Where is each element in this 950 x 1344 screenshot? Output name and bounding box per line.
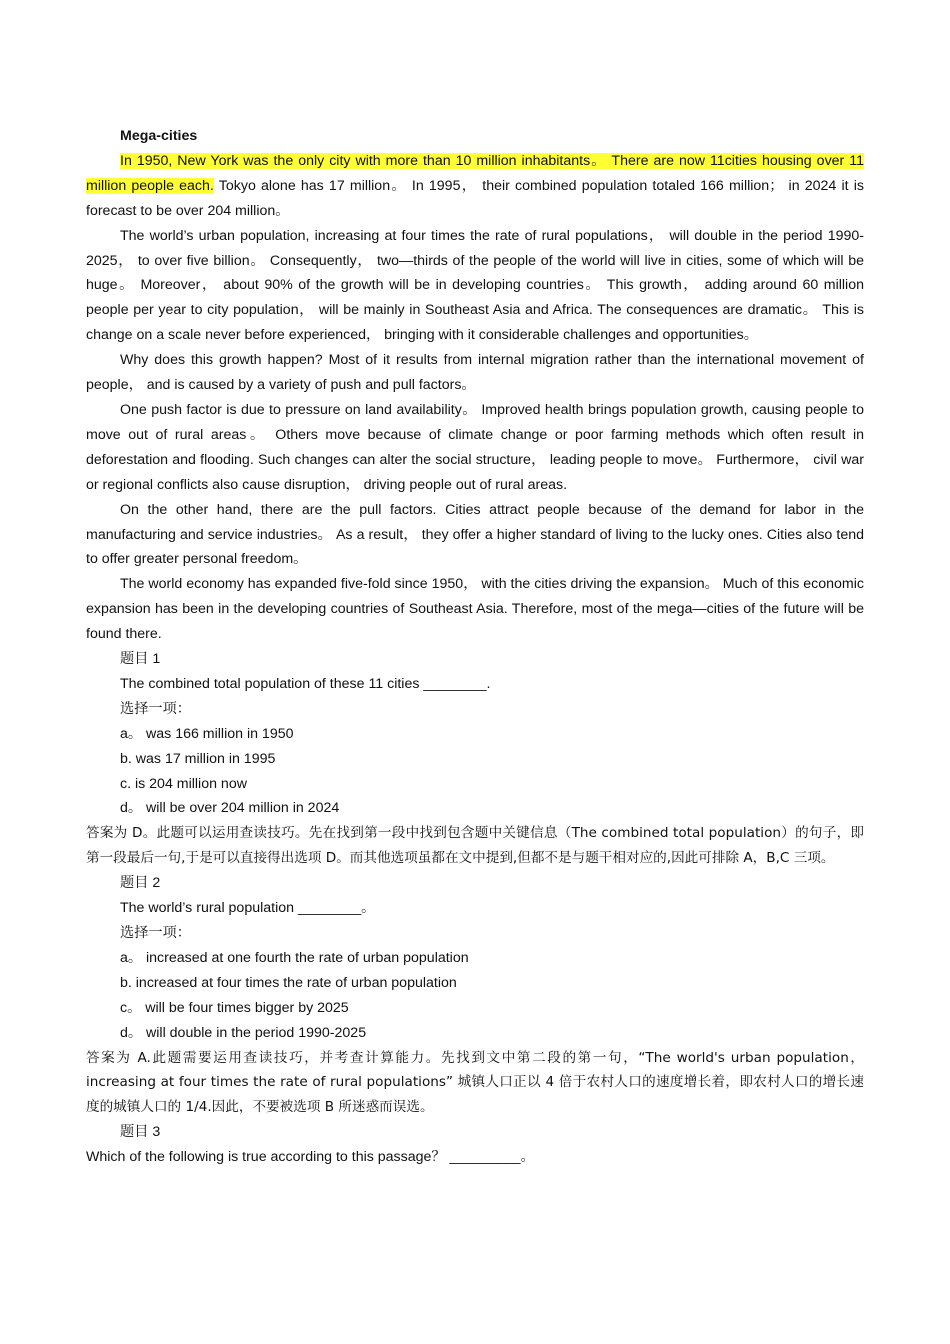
question-2-prompt: 选择一项： (120, 925, 191, 941)
question-2-label: 题目 2 (120, 875, 161, 892)
question-1-answer: 答案为 D。此题可以运用查读技巧。先在找到第一段中找到包含题中关键信息（The combined total population）的句子，即第一段最后一句,于是可以直接得出选项 D。而其他选项虽都在文中提到,但都不是与题干相对应的,因此可排除 A，B,C 三项。 (86, 825, 864, 867)
question-2-option-d: d。 will double in the period 1990-2025 (120, 1024, 367, 1041)
question-1-prompt: 选择一项： (120, 700, 191, 717)
paragraph-1-rest: Tokyo alone has 17 million。 In 1995， their combined population totaled 166 million； in 2024 it is forecast to be over 204 million。 (86, 177, 864, 219)
highlighted-text: In 1950, New York was the only city with more than 10 million inhabitants。 There are now 11cities housing over 11 million people each. (86, 152, 864, 194)
question-3-label: 题目 3 (120, 1124, 161, 1141)
paragraph-5: On the other hand, there are the pull factors. Cities attract people because of the demand for labor in the manufacturing and service industries。 As a result， they offer a higher standard of living to the lucky ones. Cities also tend to offer greater personal freedom。 (86, 501, 864, 568)
question-2-answer: 答案为 A.此题需要运用查读技巧，并考查计算能力。先找到文中第二段的第一句，“The world's urban population， increasing at four times the rate of rural populations” 城镇人口正以 4 倍于农村人口的速度增长着，即农村人口的增长速度的城镇人口的 1/4.因此，不要被选项 B 所迷惑而误选。 (86, 1049, 864, 1116)
question-1-label: 题目 1 (120, 651, 161, 668)
paragraph-3: Why does this growth happen? Most of it results from internal migration rather than the international movement of people， and is caused by a variety of push and pull factors。 (86, 352, 864, 394)
question-1-option-a: a。 was 166 million in 1950 (120, 725, 294, 742)
paragraph-1 (86, 149, 864, 224)
article-title: Mega-cities (120, 128, 198, 144)
question-2-stem: The world’s rural population ________。 (120, 900, 376, 917)
paragraph-2: The world’s urban population, increasing at four times the rate of rural populations， will double in the period 1990-2025， to over five billion。 Consequently， two—thirds of the people of the world will live in cities, some of which will be huge。 Moreover， about 90% of the growth will be in developing countries。 This growth， adding around 60 million people per year to city population， will be mainly in Southeast Asia and Africa. The consequences are dramatic。 This is change on a scale never before experienced， bringing with it considerable challenges and opportunities。 (86, 227, 864, 344)
question-1-option-b: b. was 17 million in 1995 (120, 750, 276, 767)
paragraph-6: The world economy has expanded five-fold since 1950， with the cities driving the expansion。 Much of this economic expansion has been in the developing countries of Southeast Asia. Therefore, most of the mega—cities of the future will be found there. (86, 576, 864, 643)
question-1-option-c: c. is 204 million now (120, 775, 247, 792)
question-1-option-d: d。 will be over 204 million in 2024 (120, 800, 340, 817)
document-page (86, 124, 864, 1170)
question-2-option-b: b. increased at four times the rate of urban population (120, 974, 457, 991)
question-1-stem: The combined total population of these 11 cities ________. (120, 675, 491, 692)
question-2-option-c: c。 will be four times bigger by 2025 (120, 999, 349, 1016)
question-3-stem: Which of the following is true according to this passage？ _________。 (86, 1149, 535, 1166)
question-2-option-a: a。 increased at one fourth the rate of urban population (120, 949, 469, 966)
paragraph-4: One push factor is due to pressure on land availability。 Improved health brings population growth, causing people to move out of rural areas。 Others move because of climate change or poor farming methods which often result in deforestation and flooding. Such changes can alter the social structure， leading people to move。 Furthermore， civil war or regional conflicts also cause disruption， driving people out of rural areas. (86, 401, 864, 493)
